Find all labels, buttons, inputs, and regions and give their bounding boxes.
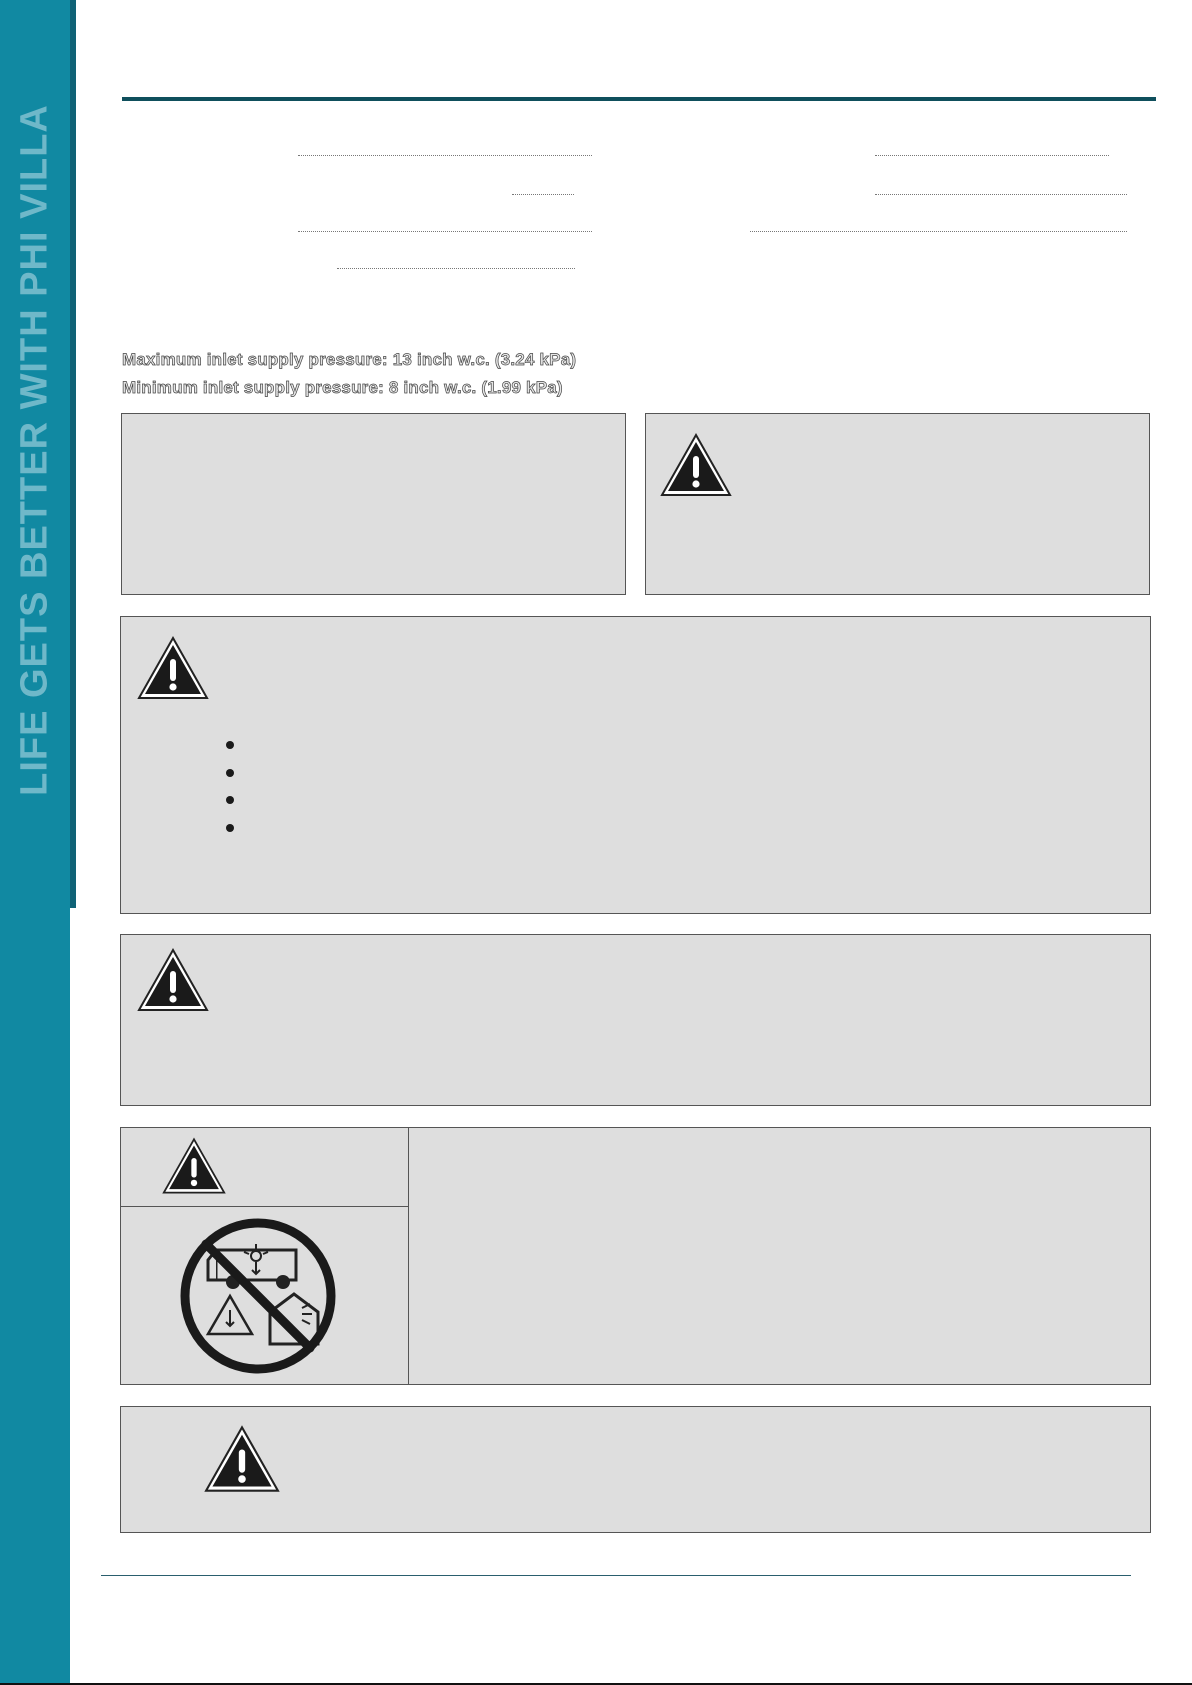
- fill-line: [298, 231, 592, 232]
- bullet-dot: [226, 824, 234, 832]
- cell-divider: [121, 1206, 409, 1207]
- fill-line: [337, 268, 575, 269]
- sidebar-band: [0, 0, 70, 1685]
- warning-triangle-icon: [137, 947, 209, 1013]
- warning-triangle-icon: [162, 1136, 226, 1196]
- cell-divider: [408, 1128, 409, 1384]
- notice-box-left: [121, 413, 626, 595]
- bullet-dot: [226, 796, 234, 804]
- sidebar-edge: [70, 0, 76, 908]
- fill-line: [298, 155, 592, 156]
- header-rule: [122, 97, 1156, 101]
- sidebar-slogan: LIFE GETS BETTER WITH PHI VILLA: [13, 104, 56, 796]
- warning-triangle-icon: [660, 432, 732, 498]
- warning-box-right: [645, 413, 1150, 595]
- bullet-dot: [226, 769, 234, 777]
- no-indoor-use-icon: [178, 1216, 338, 1376]
- warning-box-bottom: [120, 1406, 1151, 1533]
- warning-box-bullets: [120, 616, 1151, 914]
- min-pressure-text: Minimum inlet supply pressure: 8 inch w.c. (1.99 kPa): [122, 378, 563, 397]
- warning-box-indoor: [120, 1127, 1151, 1385]
- fill-line: [750, 231, 1127, 232]
- warning-triangle-icon: [137, 635, 209, 701]
- bullet-dot: [226, 741, 234, 749]
- fill-line: [512, 194, 574, 195]
- warning-box-middle: [120, 934, 1151, 1106]
- fill-line: [875, 194, 1127, 195]
- fill-line: [875, 155, 1109, 156]
- footer-rule: [101, 1575, 1131, 1576]
- warning-triangle-icon: [204, 1424, 280, 1494]
- max-pressure-text: Maximum inlet supply pressure: 13 inch w.c. (3.24 kPa): [122, 350, 577, 369]
